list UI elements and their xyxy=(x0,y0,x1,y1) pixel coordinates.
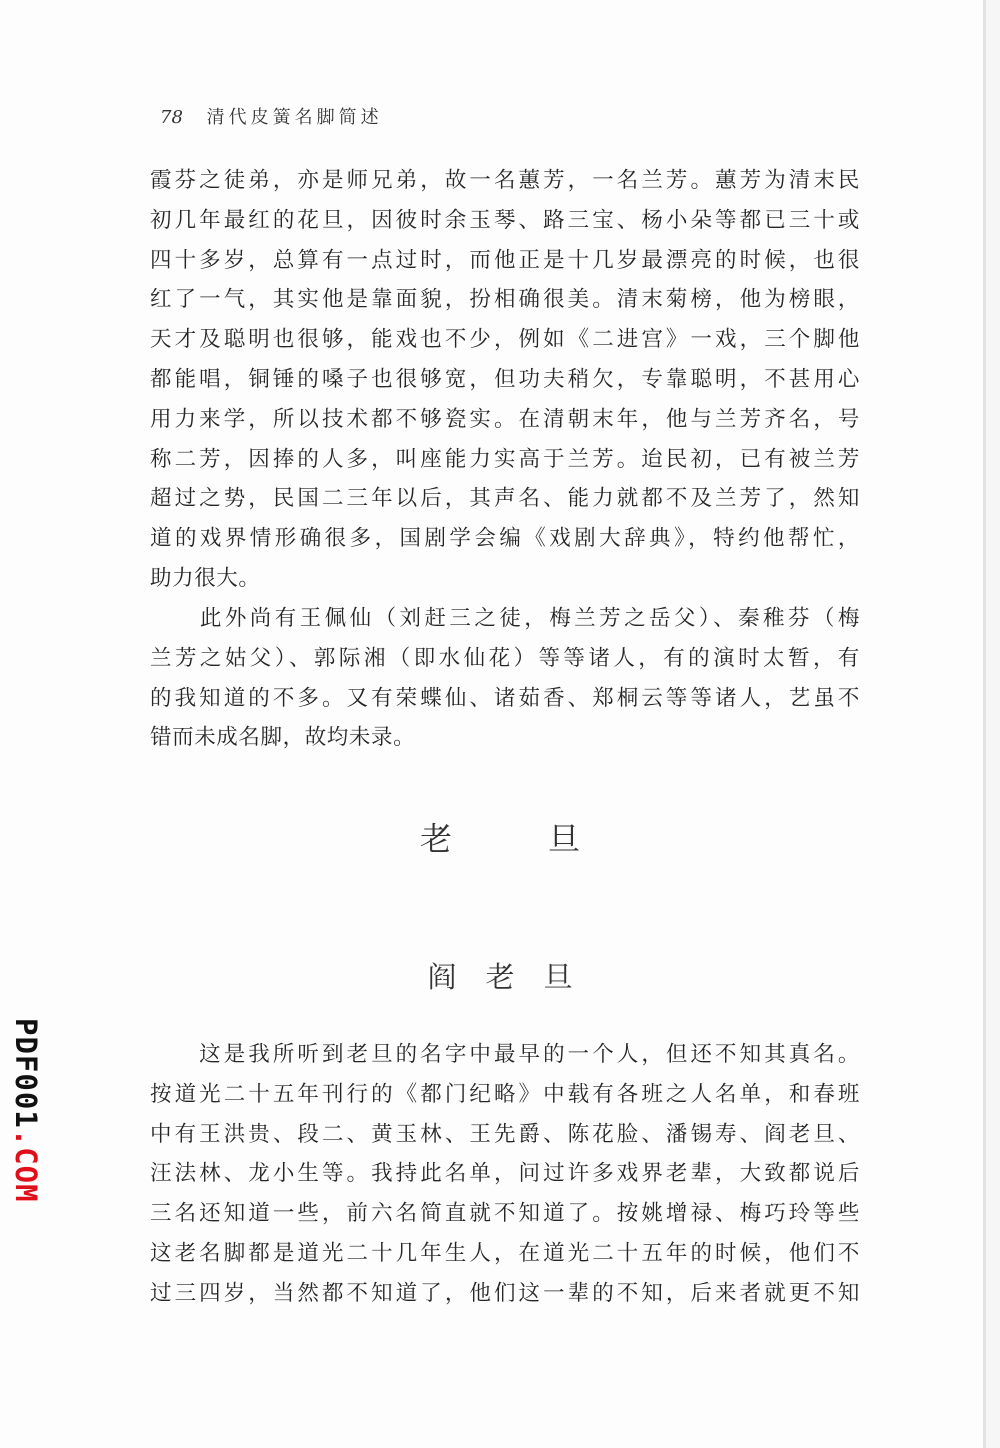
text-line: 霞芬之徒弟，亦是师兄弟，故一名蕙芳，一名兰芳。蕙芳为清末民 xyxy=(150,168,860,193)
text-line: 道的戏界情形确很多，国剧学会编《戏剧大辞典》，特约他帮忙， xyxy=(150,526,860,552)
running-title: 清代皮簧名脚简述 xyxy=(206,107,383,128)
text-line: 四十多岁，总算有一点过时，而他正是十几岁最漂亮的时候，也很 xyxy=(150,247,860,273)
section-title: 老 旦 xyxy=(419,820,580,858)
text-line: 错而未成名脚，故均未录。 xyxy=(150,725,416,751)
text-line: 中有王洪贵、段二、黄玉林、王先爵、陈花脸、潘锡寿、阎老旦、 xyxy=(150,1121,860,1147)
running-header xyxy=(160,103,383,129)
body-paragraph-3 xyxy=(150,1035,860,1314)
text-line: 初几年最红的花旦，因彼时余玉琴、路三宝、杨小朵等都已三十或 xyxy=(150,207,860,233)
text-line: 汪法林、龙小生等。我持此名单，问过许多戏界老辈，大致都说后 xyxy=(150,1161,860,1187)
text-line: 这是我所听到老旦的名字中最早的一个人，但还不知其真名。 xyxy=(150,1042,860,1067)
text-line: 三名还知道一些，前六名简直就不知道了。按姚增禄、梅巧玲等些 xyxy=(150,1201,860,1227)
watermark-part1: PDF001 xyxy=(9,1018,43,1129)
text-line: 兰芳之姑父）、郭际湘（即水仙花）等等诸人，有的演时太暂，有 xyxy=(150,645,860,671)
watermark xyxy=(8,1018,44,1208)
text-line: 助力很大。 xyxy=(150,565,261,591)
text-line: 的我知道的不多。又有荣蝶仙、诸茹香、郑桐云等等诸人，艺虽不 xyxy=(150,685,860,711)
body-paragraph-1 xyxy=(150,161,860,599)
page-edge-shade xyxy=(986,0,1000,1448)
text-line: 用力来学，所以技术都不够瓷实。在清朝末年，他与兰芳齐名，号 xyxy=(150,406,860,432)
text-line: 这老名脚都是道光二十几年生人，在道光二十五年的时候，他们不 xyxy=(150,1240,860,1266)
text-line: 称二芳，因捧的人多，叫座能力实高于兰芳。迨民初，已有被兰芳 xyxy=(150,446,860,472)
text-line: 超过之势，民国二三年以后，其声名、能力就都不及兰芳了，然知 xyxy=(150,486,860,512)
text-line: 此外尚有王佩仙（刘赶三之徒，梅兰芳之岳父）、秦稚芬（梅 xyxy=(150,606,860,631)
page-number: 78 xyxy=(160,107,183,128)
text-line: 红了一气，其实他是靠面貌，扮相确很美。清末菊榜，他为榜眼， xyxy=(150,287,860,313)
text-line: 过三四岁，当然都不知道了，他们这一辈的不知，后来者就更不知 xyxy=(150,1280,860,1306)
watermark-part2: .COM xyxy=(9,1128,43,1203)
text-line: 按道光二十五年刊行的《都门纪略》中载有各班之人名单，和春班 xyxy=(150,1081,860,1107)
subsection-title: 阎 老 旦 xyxy=(427,960,573,994)
text-line: 天才及聪明也很够，能戏也不少，例如《二进宫》一戏，三个脚他 xyxy=(150,327,860,353)
body-paragraph-2 xyxy=(150,599,860,758)
text-line: 都能唱，铜锤的嗓子也很够宽，但功夫稍欠，专靠聪明，不甚用心 xyxy=(150,366,860,392)
